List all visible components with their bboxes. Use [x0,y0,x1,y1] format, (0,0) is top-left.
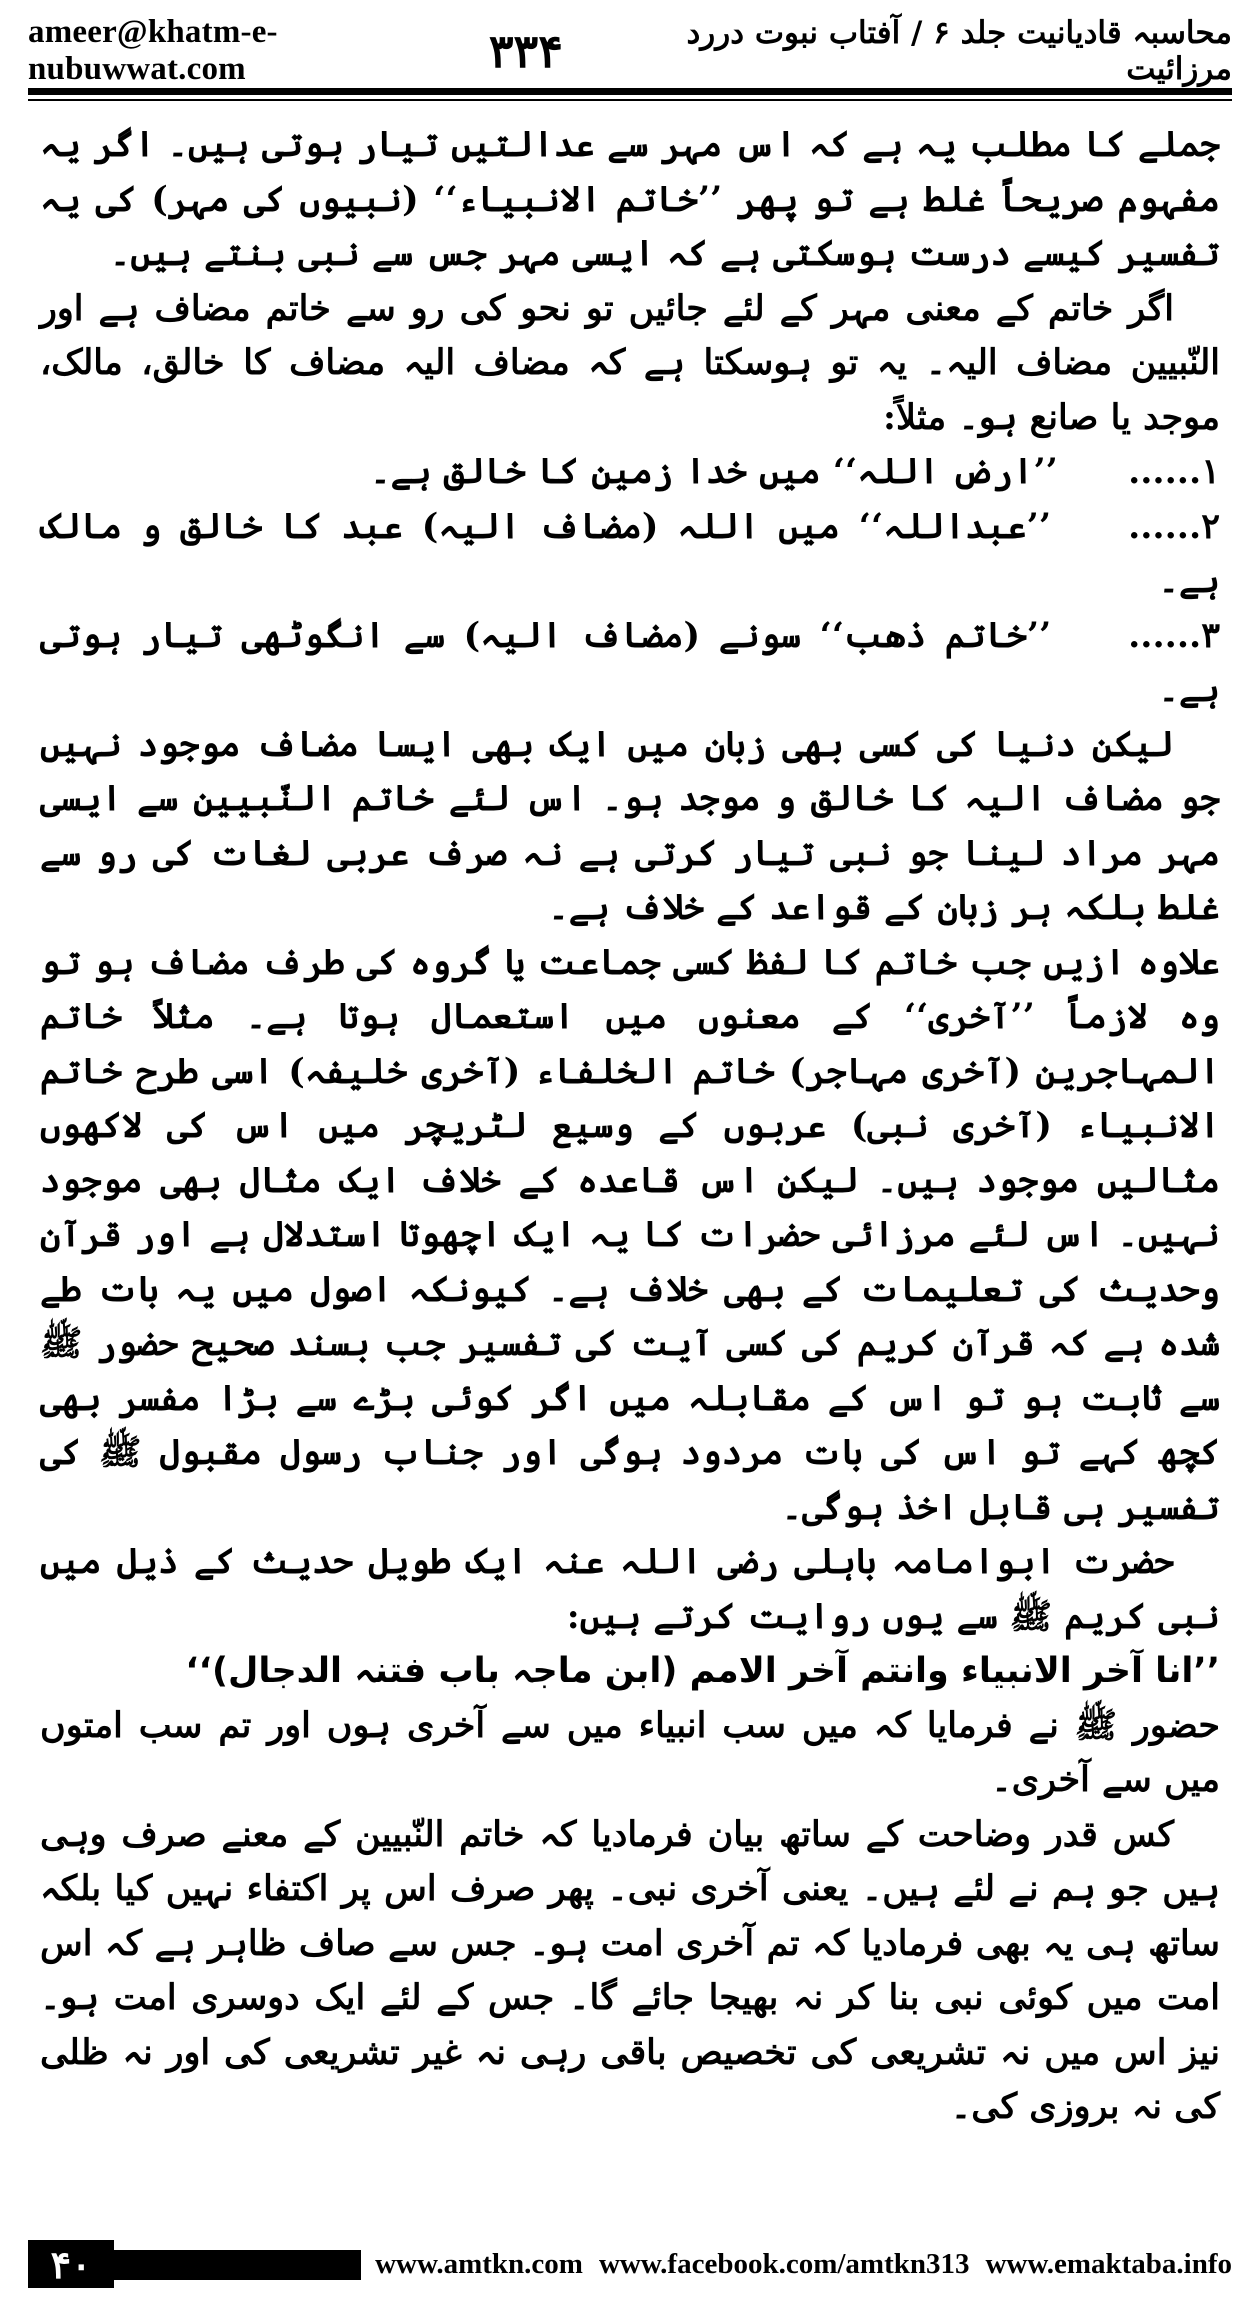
paragraph: کس قدر وضاحت کے ساتھ بیان فرمادیا کہ خاتم النّبیین کے معنے صرف وہی ہیں جو ہم نے لئے ہیں۔ یعنی آخری نبی۔ پھر صرف اس پر اکتفاء نہیں کیا بلکہ ساتھ ہی یہ بھی فرمادیا کہ تم آخری امت ہو۔ جس سے صاف ظاہر ہے کہ اس امت میں کوئی نبی بنا کر نہ بھیجا جائے گا۔ جس کے لئے ایک دوسری امت ہو۔ نیز اس میں نہ تشریعی کی تخصیص باقی رہی نہ غیر تشریعی کی اور نہ ظلی کی نہ بروزی کی۔ [40,1813,1220,2127]
header-rule-thin [28,99,1232,101]
book-title: محاسبہ قادیانیت جلد ۶ / آفتاب نبوت دررد مرزائیت [686,15,1232,87]
paragraph: جملے کا مطلب یہ ہے کہ اس مہر سے عدالتیں تیار ہوتی ہیں۔ اگر یہ مفہوم صریحاً غلط ہے تو پھر ’’خاتم الانبیاء‘‘ (نبیوں کی مہر) کی یہ تفسیر کیسے درست ہوسکتی ہے کہ ایسی مہر جس سے نبی بنتے ہیں۔ [40,124,1220,274]
header-rule-thick [28,88,1232,95]
header-email[interactable]: ameer@khatm-e-nubuwwat.com [28,14,278,87]
footer-link-emaktaba[interactable]: www.emaktaba.info [985,2247,1232,2280]
header-title-group [489,15,1232,87]
list-item [40,445,1220,500]
footer-link-facebook[interactable]: www.facebook.com/amtkn313 [598,2247,970,2280]
list-number: ۲...... [1128,505,1220,547]
page-number: ۳۳۴ [488,24,563,78]
paragraph: علاوہ ازیں جب خاتم کا لفظ کسی جماعت یا گروہ کی طرف مضاف ہو تو وہ لازماً ’’آخری‘‘ کے معنوں میں استعمال ہوتا ہے۔ مثلاً خاتم المہاجرین (آخری مہاجر) خاتم الخلفاء (آخری خلیفہ) اسی طرح خاتم الانبیاء (آخری نبی) عربوں کے وسیع لٹریچر میں اس کی لاکھوں مثالیں موجود ہیں۔ لیکن اس قاعدہ کے خلاف ایک مثال بھی موجود نہیں۔ اس لئے مرزائی حضرات کا یہ ایک اچھوتا استدلال ہے اور قرآن وحدیث کی تعلیمات کے بھی خلاف ہے۔ کیونکہ اصول میں یہ بات طے شدہ ہے کہ قرآن کریم کی کسی آیت کی تفسیر جب بسند صحیح حضور ﷺ سے ثابت ہو تو اس کے مقابلہ میں اگر کوئی بڑے سے بڑا مفسر بھی کچھ کہے تو اس کی بات مردود ہوگی اور جناب رسول مقبول ﷺ کی تفسیر ہی قابل اخذ ہوگی۔ [40,941,1220,1528]
list-item [40,500,1220,609]
footer-links [361,2240,1232,2288]
page-body [40,118,1220,2135]
footer-page-box: ۴۰ [28,2240,114,2288]
list-item [40,609,1220,718]
paragraph: حضرت ابوامامہ باہلی رضی اللہ عنہ ایک طویل حدیث کے ذیل میں نبی کریم ﷺ سے یوں روایت کرتے ہیں: [40,1541,1220,1637]
list-number: ۱...... [1128,451,1220,492]
list-text: ’’خاتم ذھب‘‘ سونے (مضاف الیہ) سے انگوٹھی تیار ہوتی ہے۔ [40,614,1220,710]
list-text: ’’عبداللہ‘‘ میں اللہ (مضاف الیہ) عبد کا خالق و مالک ہے۔ [40,505,1220,601]
page-header [28,14,1232,87]
paragraph: اگر خاتم کے معنی مہر کے لئے جائیں تو نحو کی رو سے خاتم مضاف ہے اور النّبیین مضاف الیہ۔ یہ تو ہوسکتا ہے کہ مضاف الیہ مضاف کا خالق، مالک، موجد یا صانع ہو۔ مثلاً: [40,287,1220,438]
page-footer [28,2240,1232,2288]
paragraph: حضور ﷺ نے فرمایا کہ میں سب انبیاء میں سے آخری ہوں اور تم سب امتوں میں سے آخری۔ [40,1704,1220,1800]
list-text: ’’ارض اللہ‘‘ میں خدا زمین کا خالق ہے۔ [370,451,1058,492]
hadith-quote: ’’انا آخر الانبیاء وانتم آخر الامم (ابن ماجہ باب فتنہ الدجال)‘‘ [185,1651,1220,1691]
list-number: ۳...... [1128,614,1221,656]
paragraph: لیکن دنیا کی کسی بھی زبان میں ایک بھی ایسا مضاف موجود نہیں جو مضاف الیہ کا خالق و موجد ہو۔ اس لئے خاتم النّبیین سے ایسی مہر مراد لینا جو نبی تیار کرتی ہے نہ صرف عربی لغات کی رو سے غلط بلکہ ہر زبان کے قواعد کے خلاف ہے۔ [40,723,1220,928]
footer-link-amtkn[interactable]: www.amtkn.com [375,2247,583,2280]
